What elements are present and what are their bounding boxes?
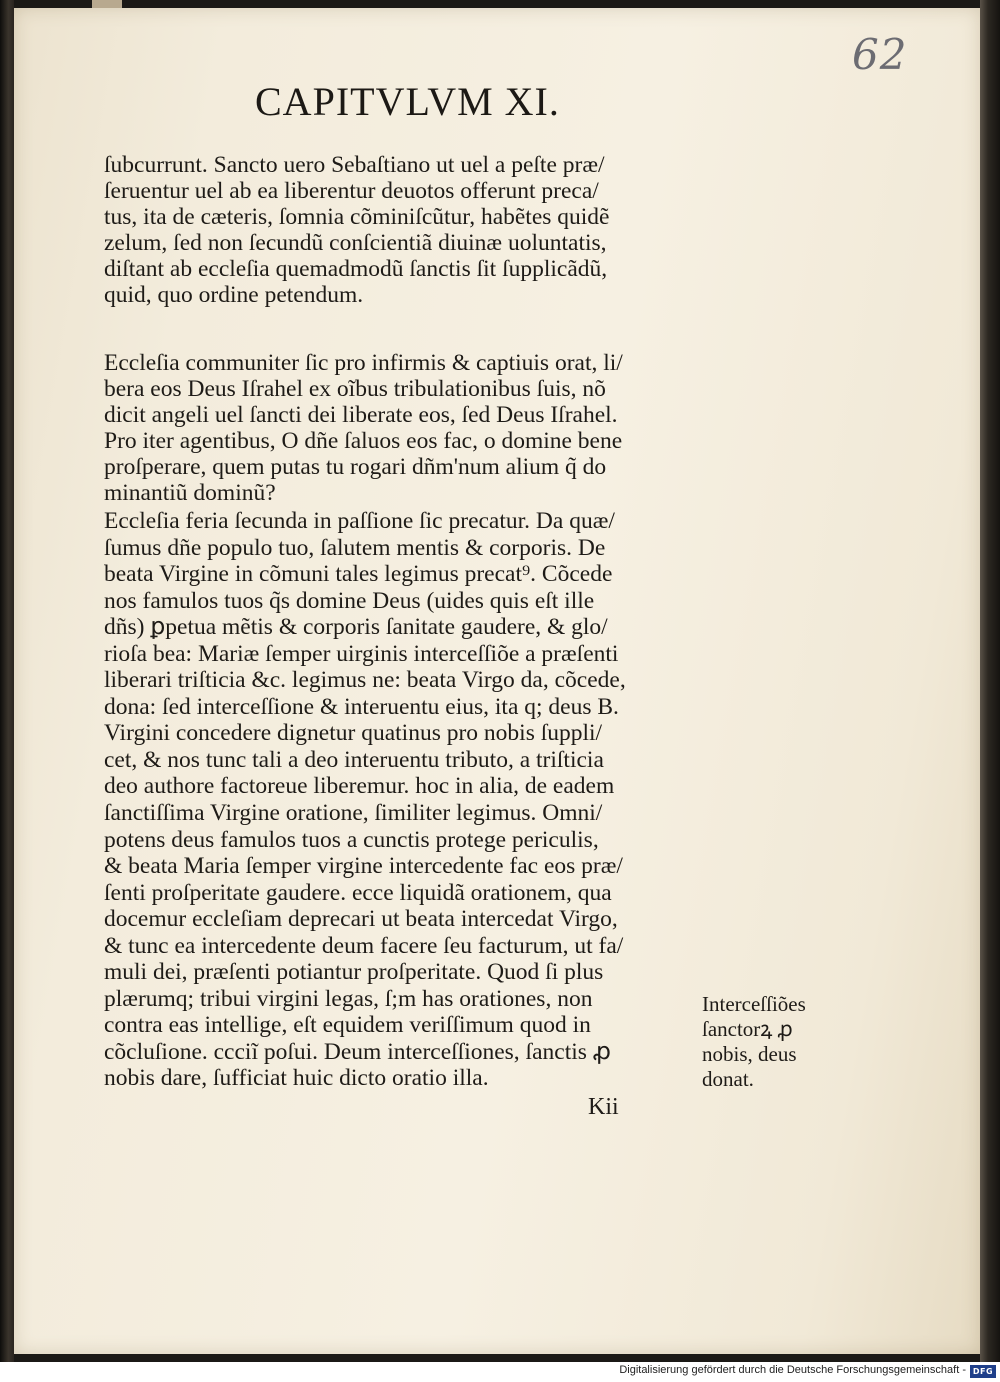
text-line: & beata Maria ſemper virgine intercedente fac eos præ/ (104, 853, 623, 880)
text-line: cõcluſione. ccciĩ poſui. Deum interceſſiones, ſanctis ꝓ (104, 1038, 611, 1065)
text-line: ſubcurrunt. Sancto uero Sebaſtiano ut uel a peſte præ/ (104, 152, 605, 178)
text-line: nobis dare, ſufficiat huic dicto oratio illa. (104, 1065, 489, 1092)
text-line: minantiũ dominũ? (104, 480, 276, 506)
funding-credit: Digitalisierung gefördert durch die Deutsche Forschungsgemeinschaft - (619, 1364, 966, 1376)
text-line: deo authore factoreue liberemur. hoc in alia, de eadem (104, 773, 615, 800)
text-line: dñs) ꝑpetua mẽtis & corporis ſanitate gaudere, & glo/ (104, 614, 608, 641)
text-line: ſumus dñe populo tuo, ſalutem mentis & corporis. De (104, 534, 606, 561)
text-line: potens deus famulos tuos a cunctis protege periculis, (104, 826, 599, 853)
text-line: ſeruentur uel ab ea liberentur deuotos offerunt preca/ (104, 178, 599, 204)
paragraph-2 (104, 350, 696, 506)
text-line: Virgini concedere dignetur quatinus pro nobis ſuppli/ (104, 720, 603, 747)
paragraph-1 (104, 152, 696, 308)
marginal-note-line: Interceſſiões (702, 992, 806, 1016)
text-line: proſperare, quem putas tu rogari dñm'num alium q̃ do (104, 454, 607, 480)
text-line: contra eas intellige, eſt equidem veriſſimum quod in (104, 1012, 591, 1039)
signature-mark: Kii (588, 1094, 619, 1120)
marginal-note-line: ſanctorꝝ ꝓ (702, 1017, 793, 1041)
text-line: dona: ſed interceſſione & interuentu eius, ita q; deus B. (104, 693, 619, 720)
text-line: rioſa bea: Mariæ ſemper uirginis interceſſiõe a præſenti (104, 640, 619, 667)
text-line: ſanctiſſima Virgine oratione, ſimiliter legimus. Omni/ (104, 800, 603, 827)
paragraph-3 (104, 508, 696, 1092)
marginal-note-line: donat. (702, 1067, 754, 1091)
text-line: cet, & nos tunc tali a deo interuentu tributo, a triſticia (104, 746, 604, 773)
chapter-title: CAPITVLVM XI. (255, 79, 560, 124)
book-spine-edge (0, 0, 14, 1362)
text-line: bera eos Deus Iſrahel ex oĩbus tribulationibus ſuis, nõ (104, 376, 606, 402)
text-line: docemur eccleſiam deprecari ut beata intercedat Virgo, (104, 906, 618, 933)
text-line: tus, ita de cæteris, ſomnia cõminiſcũtur, habẽtes quidẽ (104, 204, 610, 230)
dfg-logo: DFG (970, 1365, 996, 1378)
marginal-note-line: nobis, deus (702, 1042, 797, 1066)
text-line: Eccleſia communiter ſic pro infirmis & captiuis orat, li/ (104, 350, 623, 376)
text-line: ſenti proſperitate gaudere. ecce liquidã orationem, qua (104, 879, 612, 906)
text-line: zelum, ſed non ſecundũ conſcientiã diuinæ uoluntatis, (104, 230, 607, 256)
text-line: & tunc ea intercedente deum facere ſeu facturum, ut fa/ (104, 932, 624, 959)
text-line: quid, quo ordine petendum. (104, 282, 364, 308)
text-line: beata Virgine in cõmuni tales legimus precat⁹. Cõcede (104, 561, 613, 588)
text-line: dicit angeli uel ſancti dei liberate eos, ſed Deus Iſrahel. (104, 402, 618, 428)
text-line: plærumq; tribui virgini legas, ſ;m has orationes, non (104, 985, 593, 1012)
text-line: nos famulos tuos q̃s domine Deus (uides quis eſt ille (104, 587, 595, 614)
page-edge-shadow (980, 0, 1000, 1362)
marginal-note (702, 992, 832, 1092)
text-line: Eccleſia feria ſecunda in paſſione ſic precatur. Da quæ/ (104, 508, 615, 534)
text-line: liberari triſticia &c. legimus ne: beata Virgo da, cõcede, (104, 667, 626, 694)
text-line: muli dei, præſenti potiantur proſperitate. Quod ſi plus (104, 959, 604, 986)
footer-bar (0, 1362, 1000, 1382)
text-line: Pro iter agentibus, O dñe ſaluos eos fac, o domine bene (104, 428, 623, 454)
text-line: diſtant ab eccleſia quemadmodũ ſanctis ſit ſupplicãdũ, (104, 256, 608, 282)
handwritten-page-number: 62 (852, 30, 908, 79)
